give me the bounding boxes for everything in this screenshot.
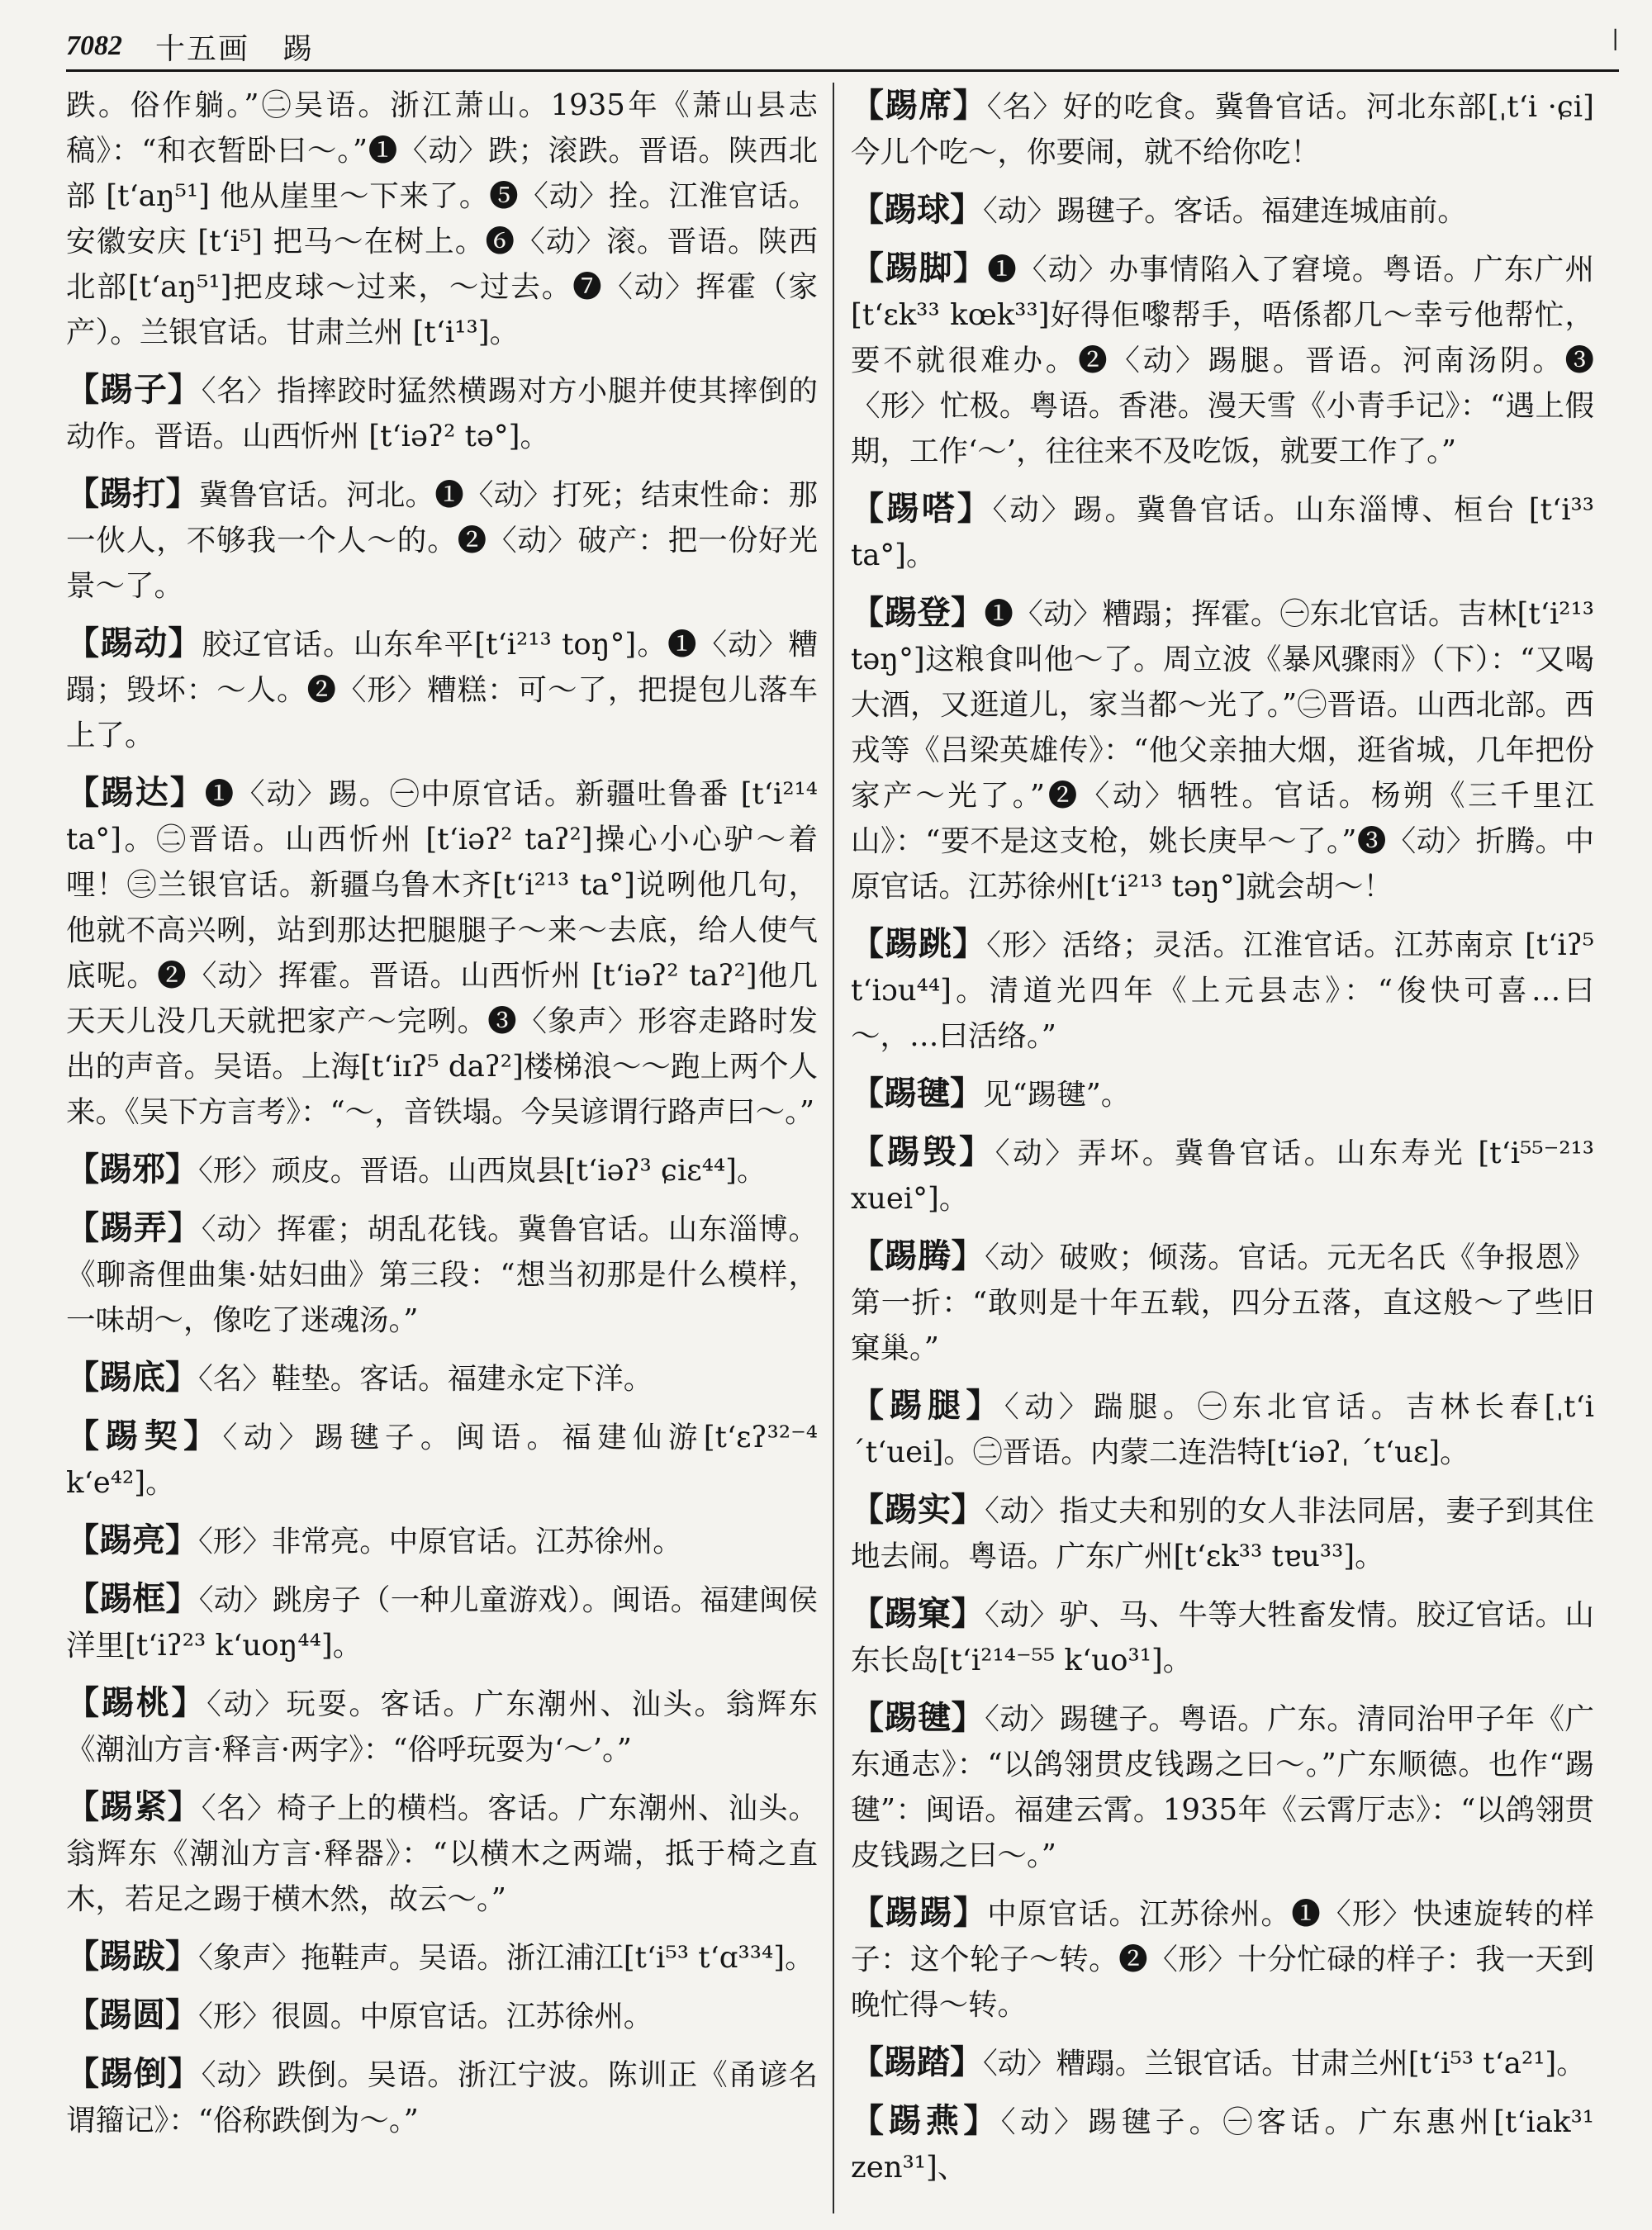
entry-text: 跌。俗作躺。”㊁吴语。浙江萧山。1935年《萧山县志稿》：“和衣暂卧曰～。”❶〈动〉跌；滚跌。晋语。陕西北部 [t‘aŋ⁵¹] 他从崖里～下来了。❺〈动〉拴。江淮官话。安徽安庆 [t‘i⁵] 把马～在树上。❻〈动〉滚。晋语。陕西北部[t‘aŋ⁵¹]把皮球～过来，～过去。❼〈动〉挥霍（家产）。兰银官话。甘肃兰州 [t‘i¹³]。 bbox=[66, 88, 818, 349]
dictionary-entry bbox=[66, 770, 818, 1135]
entry-text: 见“踢毽”。 bbox=[983, 1078, 1131, 1112]
running-head-character: 踢 bbox=[282, 31, 315, 66]
entry-headword: 【 踢邪 】 bbox=[66, 1150, 198, 1189]
entry-text: 〈动〉驴、马、牛等大牲畜发情。胶辽官话。山东长岛[t‘i²¹⁴⁻⁵⁵ k‘uo³¹]。 bbox=[851, 1598, 1594, 1677]
entry-text: 〈动〉踢毽子。闽语。福建仙游[t‘ɛʔ³²⁻⁴ k‘e⁴²]。 bbox=[66, 1421, 818, 1500]
entry-text: 〈形〉很圆。中原官话。江苏徐州。 bbox=[198, 2000, 653, 2033]
dictionary-entry bbox=[851, 1591, 1594, 1683]
entry-headword: 【 踢子 】 bbox=[66, 370, 202, 409]
entry-headword: 【 踢动 】 bbox=[66, 624, 202, 662]
entry-headword: 【 踢腾 】 bbox=[851, 1236, 985, 1275]
page-header bbox=[66, 23, 1619, 72]
entry-text: ❶〈动〉糟蹋；挥霍。㊀东北官话。吉林[t‘i²¹³ təŋ°]这粮食叫他～了。周立波《暴风骤雨》（下）：“又喝大酒，又逛道儿，家当都～光了。”㊁晋语。山西北部。西戎等《吕梁英雄传》：“他父亲抽大烟，逛省城，几年把份家产～光了。”❷〈动〉牺牲。官话。杨朔《三千里江山》：“要不是这支枪，姚长庚早～了。”❸〈动〉折腾。中原官话。江苏徐州[t‘i²¹³ təŋ°]就会胡～！ bbox=[851, 597, 1594, 904]
dictionary-entry bbox=[851, 921, 1594, 1059]
dictionary-entry bbox=[851, 1695, 1594, 1878]
entry-headword: 【 踢踢 】 bbox=[851, 1893, 987, 1932]
entry-text: 〈动〉踢毽子。粤语。广东。清同治甲子年《广东通志》：“以鸽翎贯皮钱踢之曰～。”广东顺德。也作“踢毽”：闽语。福建云霄。1935年《云霄厅志》：“以鸽翎贯皮钱踢之曰～。” bbox=[851, 1702, 1594, 1872]
dictionary-entry bbox=[66, 471, 818, 609]
entry-text: 〈动〉挥霍；胡乱花钱。冀鲁官话。山东淄博。《聊斋俚曲集·姑妇曲》第三段：“想当初那是什么模样，一味胡～，像吃了迷魂汤。” bbox=[66, 1212, 818, 1337]
entry-text: ❶〈动〉踢。㊀中原官话。新疆吐鲁番 [t‘i²¹⁴ ta°]。㊁晋语。山西忻州 [t‘iəʔ² taʔ²]操心小心驴～着哩！㊂兰银官话。新疆乌鲁木齐[t‘i²¹³ ta°]说咧他几句，他就不高兴咧，站到那达把腿腿子～来～去底，给人使气底呢。❷〈动〉挥霍。晋语。山西忻州 [t‘iəʔ² taʔ²]他几天天儿没几天就把家产～完咧。❸〈象声〉形容走路时发出的声音。吴语。上海[t‘iɪʔ⁵ daʔ²]楼梯浪～～跑上两个人来。《吴下方言考》：“～，音铁塌。今吴谚谓行路声曰～。” bbox=[66, 777, 818, 1129]
entry-headword: 【 踢打 】 bbox=[66, 474, 199, 513]
dictionary-entry bbox=[851, 1129, 1594, 1222]
entry-headword: 【 踢达 】 bbox=[66, 773, 205, 812]
dictionary-entry bbox=[851, 83, 1594, 175]
entry-text: 〈动〉跳房子（一种儿童游戏）。闽语。福建闽侯洋里[t‘iʔ²³ k‘uoŋ⁴⁴]。 bbox=[66, 1583, 818, 1663]
entry-headword: 【 踢登 】 bbox=[851, 593, 984, 632]
entry-text: ❶〈动〉办事情陷入了窘境。粤语。广东广州[t‘ɛk³³ kœk³³]好得佢嚟帮手，唔係都几～幸亏他帮忙，要不就很难办。❷〈动〉踢腿。晋语。河南汤阴。❸〈形〉忙极。粤语。香港。漫天雪《小青手记》：“遇上假期，工作‘～’，往往来不及吃饭，就要工作了。” bbox=[851, 253, 1594, 468]
entry-headword: 【 踢桃 】 bbox=[66, 1683, 206, 1722]
entry-text: 〈象声〉拖鞋声。吴语。浙江浦江[t‘i⁵³ t‘ɑ³³⁴]。 bbox=[198, 1941, 814, 1975]
entry-text: 〈名〉椅子上的横档。客话。广东潮州、汕头。翁辉东《潮汕方言·释器》：“以横木之两端，抵于椅之直木，若足之踢于横木然，故云～。” bbox=[66, 1791, 818, 1916]
dictionary-entry bbox=[66, 1680, 818, 1772]
entry-headword: 【 踢腿 】 bbox=[851, 1386, 1004, 1425]
dictionary-entry bbox=[66, 1146, 818, 1193]
dictionary-entry bbox=[66, 1517, 818, 1564]
dictionary-entry bbox=[851, 2098, 1594, 2190]
dictionary-entry bbox=[66, 1992, 818, 2039]
dictionary-entry bbox=[851, 245, 1594, 474]
entry-headword: 【 踢毽 】 bbox=[851, 1698, 985, 1737]
entry-headword: 【 踢燕 】 bbox=[851, 2101, 1001, 2140]
entry-text: 胶辽官话。山东牟平[t‘i²¹³ toŋ°]。❶〈动〉糟蹋；毁坏：～人。❷〈形〉糟糕：可～了，把提包儿落车上了。 bbox=[66, 628, 818, 752]
entry-text: 〈动〉踹腿。㊀东北官话。吉林长春[ˌt‘i ˊt‘uei]。㊁晋语。内蒙二连浩特[t‘iəʔˌ ˊt‘uɛ]。 bbox=[851, 1390, 1594, 1469]
dictionary-entry bbox=[66, 1205, 818, 1343]
entry-headword: 【 踢跳 】 bbox=[851, 924, 986, 963]
dictionary-entry bbox=[66, 1933, 818, 1981]
entry-headword: 【 踢弄 】 bbox=[66, 1208, 202, 1247]
dictionary-entry bbox=[851, 486, 1594, 578]
entry-text: 冀鲁官话。河北。❶〈动〉打死；结束性命：那一伙人，不够我一个人～的。❷〈动〉破产：把一份好光景～了。 bbox=[66, 478, 818, 603]
margin-mark: | bbox=[1612, 26, 1619, 51]
entry-text: 〈形〉顽皮。晋语。山西岚县[t‘iəʔ³ ɕiɛ⁴⁴]。 bbox=[198, 1154, 767, 1188]
dictionary-entry bbox=[851, 187, 1594, 234]
dictionary-entry bbox=[851, 1233, 1594, 1371]
page-number: 7082 bbox=[66, 31, 122, 61]
entry-text: 〈动〉玩耍。客话。广东潮州、汕头。翁辉东《潮汕方言·释言·两字》：“俗呼玩耍为‘～’。” bbox=[66, 1687, 818, 1767]
dictionary-entry bbox=[66, 1413, 818, 1506]
entry-text: 〈动〉踢毽子。客话。福建连城庙前。 bbox=[983, 194, 1467, 228]
dictionary-entry bbox=[851, 1070, 1594, 1117]
entry-headword: 【 踢契 】 bbox=[66, 1416, 222, 1455]
entry-text: 〈名〉鞋垫。客话。福建永定下洋。 bbox=[198, 1362, 653, 1396]
entry-headword: 【 踢底 】 bbox=[66, 1358, 198, 1397]
dictionary-entry bbox=[851, 590, 1594, 909]
dictionary-entry bbox=[66, 1576, 818, 1668]
entry-text: 〈动〉踢。冀鲁官话。山东淄博、桓台 [t‘i³³ ta°]。 bbox=[851, 493, 1594, 572]
entry-text: 〈动〉破败；倾荡。官话。元无名氏《争报恩》第一折：“敢则是十年五载，四分五落，直这般～了些旧窠巢。” bbox=[851, 1241, 1594, 1365]
entry-headword: 【 踢席 】 bbox=[851, 86, 987, 125]
entry-headword: 【 踢实 】 bbox=[851, 1490, 985, 1529]
entry-text: 中原官话。江苏徐州。❶〈形〉快速旋转的样子：这个轮子～转。❷〈形〉十分忙碌的样子：我一天到晚忙得～转。 bbox=[851, 1897, 1594, 2022]
entry-headword: 【 踢球 】 bbox=[851, 190, 983, 229]
dictionary-entry bbox=[851, 2039, 1594, 2086]
stroke-count-label: 十五画 bbox=[155, 31, 250, 66]
dictionary-entry bbox=[66, 367, 818, 459]
entry-headword: 【 踢踏 】 bbox=[851, 2043, 983, 2081]
entry-headword: 【 踢框 】 bbox=[66, 1579, 199, 1618]
entry-headword: 【 踢亮 】 bbox=[66, 1521, 198, 1559]
dictionary-entry bbox=[66, 620, 818, 758]
dictionary-entry bbox=[851, 1383, 1594, 1475]
entry-text: 〈形〉非常亮。中原官话。江苏徐州。 bbox=[198, 1525, 682, 1559]
left-column bbox=[66, 83, 818, 2213]
dictionary-entry bbox=[851, 1890, 1594, 2028]
entry-headword: 【 踢嗒 】 bbox=[851, 489, 993, 528]
entry-text: 〈名〉指摔跤时猛然横踢对方小腿并使其摔倒的动作。晋语。山西忻州 [t‘iəʔ² tə°]。 bbox=[66, 374, 818, 453]
dictionary-entry bbox=[66, 1355, 818, 1402]
entry-headword: 【 踢紧 】 bbox=[66, 1787, 202, 1826]
entry-headword: 【 踢脚 】 bbox=[851, 249, 987, 287]
entry-headword: 【 踢圆 】 bbox=[66, 1995, 198, 2034]
entry-headword: 【 踢倒 】 bbox=[66, 2054, 202, 2093]
entry-headword: 【 踢毁 】 bbox=[851, 1132, 995, 1171]
entry-headword: 【 踢毽 】 bbox=[851, 1074, 983, 1113]
entry-headword: 【 踢跋 】 bbox=[66, 1937, 198, 1976]
dictionary-entry bbox=[66, 2051, 818, 2143]
entry-text: 〈动〉指丈夫和别的女人非法同居，妻子到其住地去闹。粤语。广东广州[t‘ɛk³³ tɐu³³]。 bbox=[851, 1494, 1594, 1573]
entry-text: 〈动〉弄坏。冀鲁官话。山东寿光 [t‘i⁵⁵⁻²¹³ xuei°]。 bbox=[851, 1136, 1594, 1216]
entry-text: 〈动〉踢毽子。㊀客话。广东惠州[t‘iak³¹ zen³¹]、 bbox=[851, 2105, 1594, 2185]
entry-text: 〈动〉跌倒。吴语。浙江宁波。陈训正《甬谚名谓籀记》：“俗称跌倒为～。” bbox=[66, 2058, 818, 2137]
dictionary-entry bbox=[851, 1487, 1594, 1579]
right-column bbox=[851, 83, 1594, 2213]
entry-headword: 【 踢窠 】 bbox=[851, 1594, 985, 1633]
column-divider bbox=[833, 83, 834, 2213]
dictionary-entry bbox=[66, 83, 818, 355]
entry-text: 〈动〉糟蹋。兰银官话。甘肃兰州[t‘i⁵³ t‘a²¹]。 bbox=[983, 2047, 1586, 2081]
dictionary-entry bbox=[66, 1784, 818, 1922]
entry-text: 〈形〉活络；灵活。江淮官话。江苏南京 [t‘iʔ⁵ t‘iɔu⁴⁴]。清道光四年《上元县志》：“俊快可喜…曰～，…曰活络。” bbox=[851, 928, 1594, 1053]
entry-text: 〈名〉好的吃食。冀鲁官话。河北东部[ˌt‘i ·ɕi]今儿个吃～，你要闹，就不给你吃！ bbox=[851, 90, 1594, 169]
